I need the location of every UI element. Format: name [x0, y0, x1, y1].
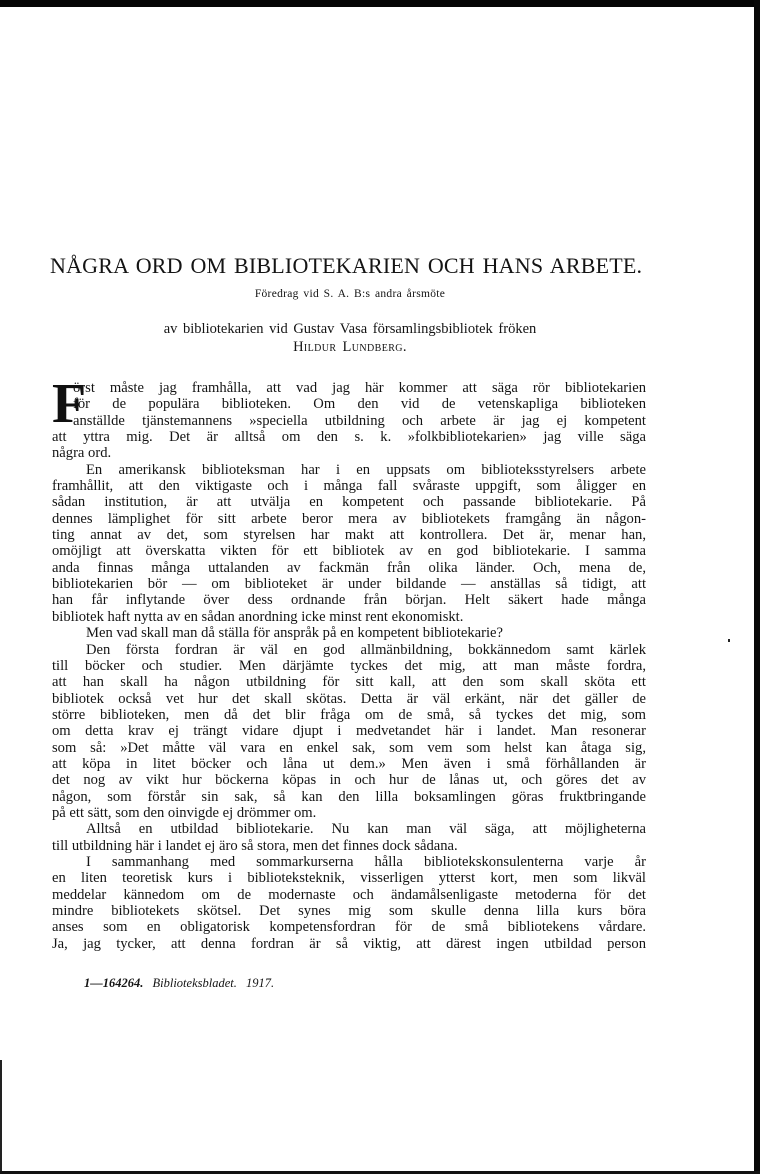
scan-border-right: [754, 0, 760, 1174]
body-line: att yttra mig. Det är alltså om den s. k. »folkbibliotekarien» jag ville säga: [52, 429, 646, 446]
body-line: att köpa in litet böcker och låna ut dem.» Men även i små förhållanden är: [52, 755, 646, 772]
body-line: Alltså en utbildad bibliotekarie. Nu kan man väl säga, att möjligheterna: [86, 821, 646, 838]
publication-name: Biblioteksbladet.: [152, 976, 237, 990]
body-line: anda finnas många uttalanden av fackmän från olika länder. Och, mena de,: [52, 559, 646, 576]
body-line: som så: »Det måtte väl vara en enkel sak, som vem som helst kan åtaga sig,: [52, 739, 646, 756]
body-line: till utbildning här i landet ej äro så stora, men det finnes dock sådana.: [52, 837, 458, 854]
body-line: bibliotekarien bör — om biblioteket är under bildande — anställas så tidigt, att: [52, 576, 646, 593]
body-line: anställde tjänstemannens »speciella utbildning och arbete är jag ej kompetent: [73, 412, 646, 429]
body-line: en liten teoretisk kurs i biblioteksteknik, visserligen ytterst kort, men som likväl: [52, 870, 646, 887]
body-line: till böcker och studier. Men därjämte tyckes det mig, att man måste fordra,: [52, 657, 646, 674]
page-footer: [84, 976, 274, 991]
publication-year: 1917.: [245, 976, 275, 990]
article-title: NÅGRA ORD OM BIBLIOTEKARIEN OCH HANS ARBETE.: [50, 253, 643, 278]
body-line: En amerikansk biblioteksman har i en uppsats om biblioteksstyrelsers arbete: [86, 461, 646, 478]
body-line: Den första fordran är väl en god allmänbildning, bokkännedom samt kärlek: [86, 641, 646, 658]
body-line: framhållit, att den viktigaste och i många fall svåraste uppgift, som åligger en: [52, 478, 646, 495]
scan-border-top: [0, 0, 760, 7]
body-line: han får inflytande över dess ordnande från början. Helt säkert hade många: [52, 592, 646, 609]
body-line: bibliotek haft nytta av en sådan anordning icke minst rent ekonomiskt.: [52, 608, 464, 625]
body-line: bibliotek också vet hur det skall skötas. Detta är väl erkänt, när det gäller de: [52, 690, 646, 707]
body-line: ting annat av det, som styrelsen har makt att kontrollera. Det är, menar han,: [52, 527, 646, 544]
scan-border-left: [0, 1060, 2, 1174]
article-body: [52, 373, 646, 952]
body-line: dennes lämplighet för sitt arbete beror mera av bibliotekets framgång än någon-: [52, 510, 646, 527]
byline-text: av bibliotekarien vid Gustav Vasa församlingsbibliotek fröken: [163, 321, 537, 337]
body-line: omöjligt att överskatta vikten för ett bibliotek av en god bibliotekarie. I samma: [52, 543, 646, 560]
body-line: att han skall ha någon utbildning för sitt kall, att den som skall sköta ett: [52, 674, 646, 691]
body-line: örst måste jag framhålla, att vad jag här kommer att säga rör bibliotekarien: [73, 380, 646, 396]
body-line: på ett sätt, som den oinvigde ej drömmer om.: [52, 804, 317, 821]
body-line: meddelar kännedom om de modernaste och ändamålsenligaste metoderna för det: [52, 886, 646, 903]
drop-cap-letter: F: [52, 373, 87, 435]
scan-speck: [728, 639, 730, 642]
body-line: om detta krav ej trängt vidare djupt i medvetandet här i landet. Man resonerar: [52, 723, 646, 740]
body-line: sådan institution, är att utvälja en kompetent och passande bibliotekarie. På: [52, 494, 646, 511]
body-line: någon, som förstår sin sak, så kan den lilla boksamlingen göras fruktbringande: [52, 788, 646, 805]
body-line: för de populära biblioteken. Om den vid de vetenskapliga biblioteken: [73, 396, 646, 413]
body-line: I sammanhang med sommarkurserna hålla bibliotekskonsulenterna varje år: [86, 853, 646, 870]
body-line: Men vad skall man då ställa för anspråk på en kompetent bibliotekarie?: [86, 625, 503, 642]
body-line: mindre bibliotekets skötsel. Det synes mig som skulle denna lilla kurs böra: [52, 903, 646, 919]
article-byline: [0, 320, 700, 356]
article-subtitle: Föredrag vid S. A. B:s andra årsmöte: [254, 288, 446, 300]
body-line: några ord.: [52, 445, 112, 462]
author-name: Hildur Lundberg.: [293, 339, 407, 355]
print-signature: 1—164264.: [84, 976, 144, 990]
body-line: större biblioteken, men då det blir fråga om de små, så tyckes det mig, som: [52, 706, 646, 723]
body-line: anses som en obligatorisk kompetensfordran för de små bibliotekens vårdare.: [52, 919, 646, 936]
body-line: det nog av vikt hur böckerna köpas in och hur de lånas ut, och göres det av: [52, 772, 646, 789]
body-line: Ja, jag tycker, att denna fordran är så viktig, att därest ingen utbildad person: [52, 935, 646, 952]
